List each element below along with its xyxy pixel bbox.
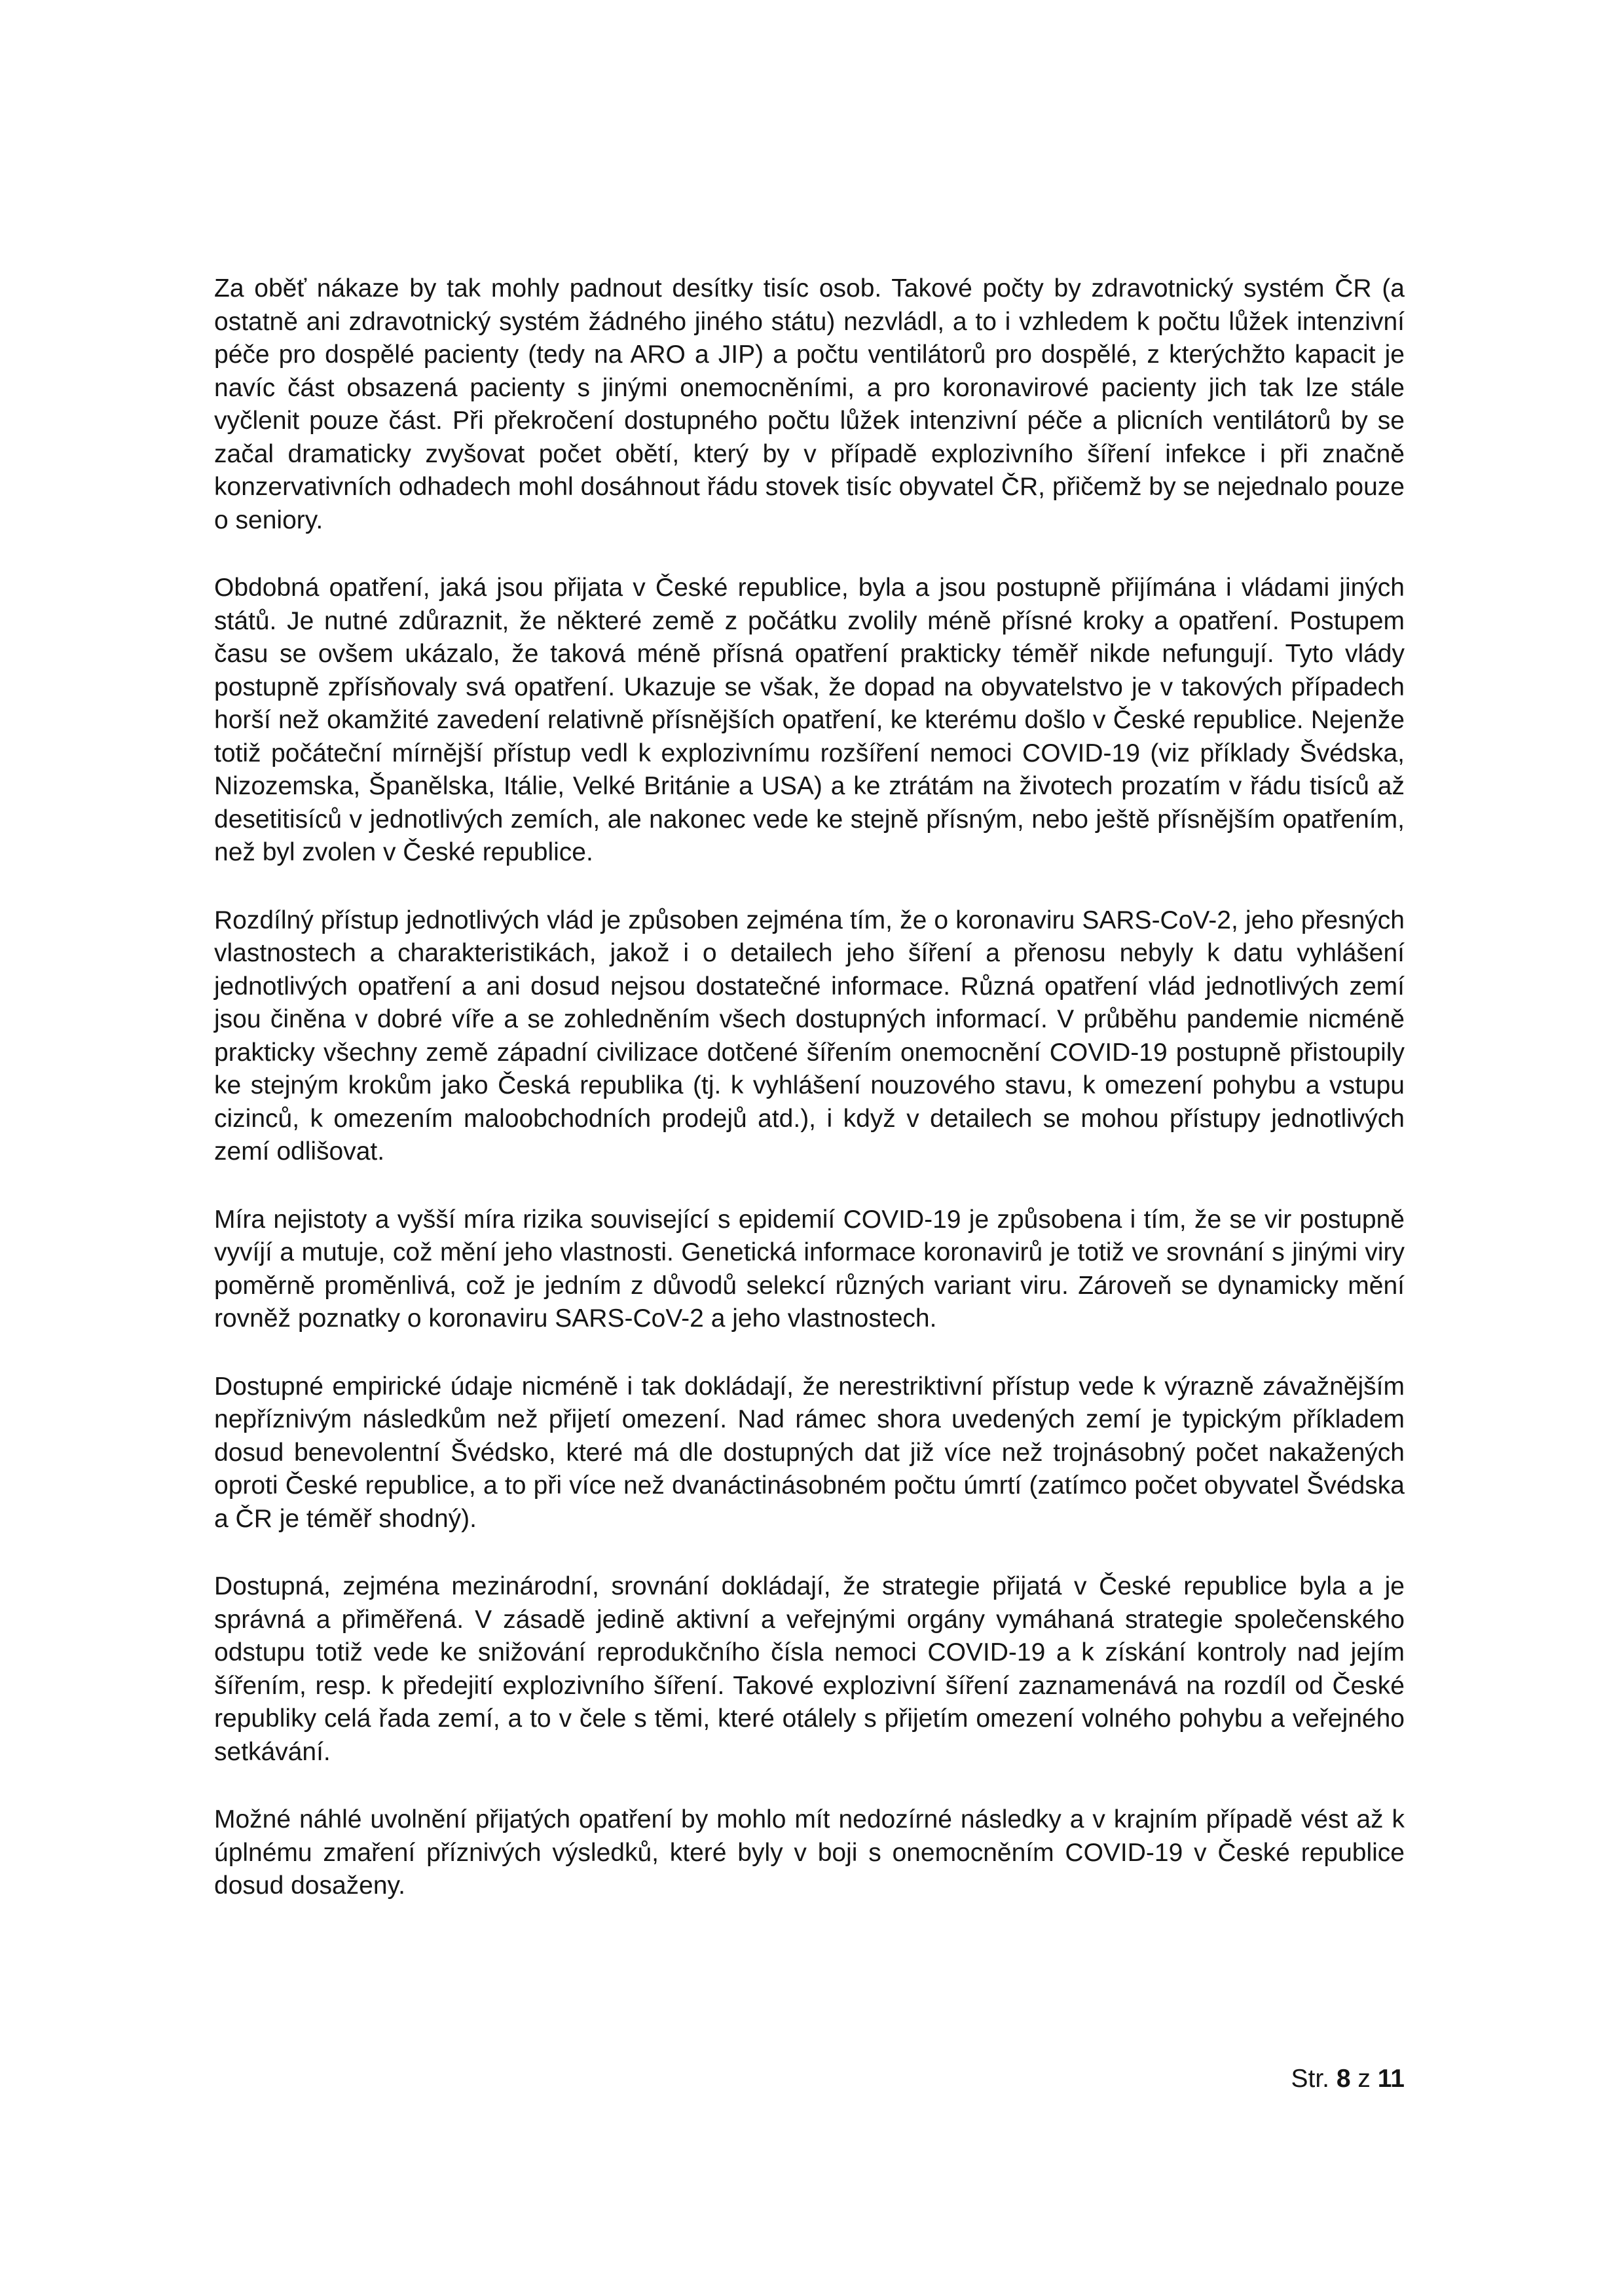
page-number <box>1291 2063 1405 2095</box>
page-number-separator: z <box>1357 2065 1371 2093</box>
paragraph-2: Obdobná opatření, jaká jsou přijata v České republice, byla a jsou postupně přijímána i vládami jiných států. Je nutné zdůraznit, že některé země z počátku zvolily méně přísné kroky a opatření. Postupem času se ovšem ukázalo, že taková méně přísná opatření prakticky téměř nikde nefungují. Tyto vlády postupně zpřísňovaly svá opatření. Ukazuje se však, že dopad na obyvatelstvo je v takových případech horší než okamžité zavedení relativně přísnějších opatření, ke kterému došlo v České republice. Nejenže totiž počáteční mírnější přístup vedl k explozivnímu rozšíření nemoci COVID-19 (viz příklady Švédska, Nizozemska, Španělska, Itálie, Velké Británie a USA) a ke ztrátám na životech prozatím v řádu tisíců až desetitisíců v jednotlivých zemích, ale nakonec vede ke stejně přísným, nebo ještě přísnějším opatřením, než byl zvolen v České republice. <box>214 574 1405 866</box>
paragraph-3: Rozdílný přístup jednotlivých vlád je způsoben zejména tím, že o koronaviru SARS-CoV-2, jeho přesných vlastnostech a charakteristikách, jakož i o detailech jeho šíření a přenosu nebyly k datu vyhlášení jednotlivých opatření a ani dosud nejsou dostatečné informace. Různá opatření vlád jednotlivých zemí jsou činěna v dobré víře a se zohledněním všech dostupných informací. V průběhu pandemie nicméně prakticky všechny země západní civilizace dotčené šířením onemocnění COVID-19 postupně přistoupily ke stejným krokům jako Česká republika (tj. k vyhlášení nouzového stavu, k omezení pohybu a vstupu cizinců, k omezením maloobchodních prodejů atd.), i když v detailech se mohou přístupy jednotlivých zemí odlišovat. <box>214 906 1405 1166</box>
total-page-count: 11 <box>1377 2065 1405 2093</box>
paragraph-5: Dostupné empirické údaje nicméně i tak dokládají, že nerestriktivní přístup vede k výrazně závažnějším nepříznivým následkům než přijetí omezení. Nad rámec shora uvedených zemí je typickým příkladem dosud benevolentní Švédsko, které má dle dostupných dat již více než trojnásobný počet nakažených oproti České republice, a to při více než dvanáctinásobném počtu úmrtí (zatímco počet obyvatel Švédska a ČR je téměř shodný). <box>214 1372 1405 1533</box>
document-body <box>214 272 1405 1903</box>
paragraph-4: Míra nejistoty a vyšší míra rizika související s epidemií COVID-19 je způsobena i tím, že se vir postupně vyvíjí a mutuje, což mění jeho vlastnosti. Genetická informace koronavirů je totiž ve srovnání s jinými viry poměrně proměnlivá, což je jedním z důvodů selekcí různých variant viru. Zároveň se dynamicky mění rovněž poznatky o koronaviru SARS-CoV-2 a jeho vlastnostech. <box>214 1205 1405 1333</box>
paragraph-1: Za oběť nákaze by tak mohly padnout desítky tisíc osob. Takové počty by zdravotnický systém ČR (a ostatně ani zdravotnický systém žádného jiného státu) nezvládl, a to i vzhledem k počtu lůžek intenzivní péče pro dospělé pacienty (tedy na ARO a JIP) a počtu ventilátorů pro dospělé, z kterýchžto kapacit je navíc část obsazená pacienty s jinými onemocněními, a pro koronavirové pacienty jich tak lze stále vyčlenit pouze část. Při překročení dostupného počtu lůžek intenzivní péče a plicních ventilátorů by se začal dramaticky zvyšovat počet obětí, který by v případě explozivního šíření infekce i při značně konzervativních odhadech mohl dosáhnout řádu stovek tisíc obyvatel ČR, přičemž by se nejednalo pouze o seniory. <box>214 274 1405 534</box>
current-page-number: 8 <box>1336 2065 1351 2093</box>
paragraph-6: Dostupná, zejména mezinárodní, srovnání dokládají, že strategie přijatá v České republice byla a je správná a přiměřená. V zásadě jedině aktivní a veřejnými orgány vymáhaná strategie společenského odstupu totiž vede ke snižování reprodukčního čísla nemoci COVID-19 a k získání kontroly nad jejím šířením, resp. k předejití explozivního šíření. Takové explozivní šíření zaznamenává na rozdíl od České republiky celá řada zemí, a to v čele s těmi, které otálely s přijetím omezení volného pohybu a veřejného setkávání. <box>214 1572 1405 1766</box>
page-number-prefix: Str. <box>1291 2065 1330 2093</box>
paragraph-7: Možné náhlé uvolnění přijatých opatření by mohlo mít nedozírné následky a v krajním případě vést až k úplnému zmaření příznivých výsledků, které byly v boji s onemocněním COVID-19 v České republice dosud dosaženy. <box>214 1805 1405 1900</box>
